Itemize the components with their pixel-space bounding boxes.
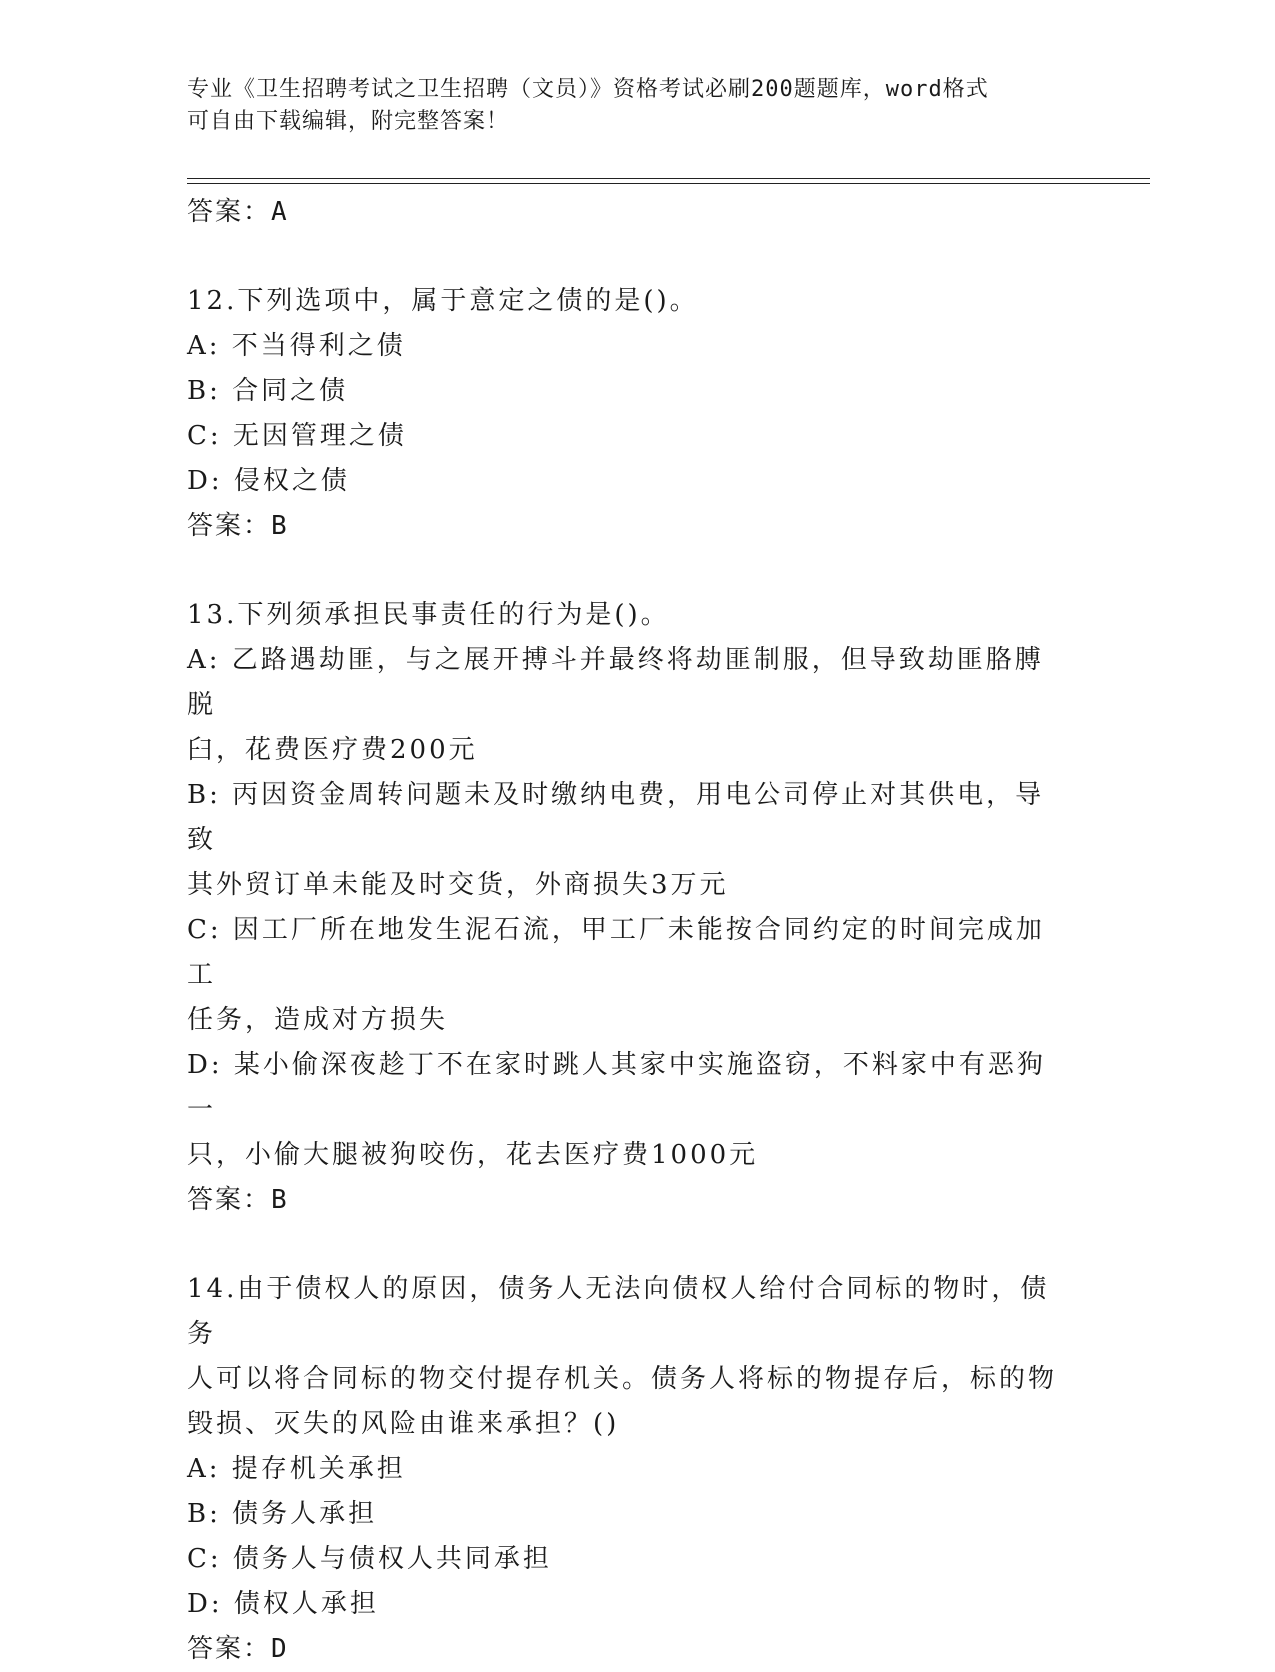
question-stem: 13.下列须承担民事责任的行为是()。 xyxy=(187,600,670,630)
document-body xyxy=(187,190,1067,1672)
option-a-line-2: 臼，花费医疗费200元 xyxy=(187,735,478,765)
header-line-1: 专业《卫生招聘考试之卫生招聘（文员）》资格考试必刷200题题库，word格式 xyxy=(187,77,989,102)
option-a: A: 不当得利之债 xyxy=(187,331,406,361)
option-b xyxy=(187,773,1067,908)
document-header xyxy=(187,74,1067,138)
question-stem: 12.下列选项中，属于意定之债的是()。 xyxy=(187,286,699,316)
question-stem-line-3: 毁损、灭失的风险由谁来承担？() xyxy=(187,1409,620,1439)
question-14 xyxy=(187,1267,1067,1672)
option-c: C: 无因管理之债 xyxy=(187,421,407,451)
question-stem-line-2: 人可以将合同标的物交付提存机关。债务人将标的物提存后，标的物 xyxy=(187,1364,1058,1394)
answer-line: 答案：A xyxy=(187,197,289,227)
answer-line: 答案：B xyxy=(187,511,289,541)
option-b-line-2: 其外贸订单未能及时交货，外商损失3万元 xyxy=(187,870,729,900)
option-a-line-1: A: 乙路遇劫匪，与之展开搏斗并最终将劫匪制服，但导致劫匪胳膊脱 xyxy=(187,645,1044,720)
header-rule-top xyxy=(187,178,1150,179)
option-d-line-1: D: 某小偷深夜趁丁不在家时跳人其家中实施盗窃，不料家中有恶狗一 xyxy=(187,1050,1046,1125)
option-a: A: 提存机关承担 xyxy=(187,1454,406,1484)
option-d: D: 债权人承担 xyxy=(187,1589,379,1619)
header-rule-bottom xyxy=(187,183,1150,184)
option-d-line-2: 只，小偷大腿被狗咬伤，花去医疗费1000元 xyxy=(187,1140,759,1170)
option-d: D: 侵权之债 xyxy=(187,466,350,496)
answer-line: 答案：B xyxy=(187,1185,289,1215)
question-12 xyxy=(187,279,1067,549)
option-b-line-1: B: 丙因资金周转问题未及时缴纳电费，用电公司停止对其供电，导致 xyxy=(187,780,1045,855)
option-c-line-2: 任务，造成对方损失 xyxy=(187,1005,449,1035)
question-stem-line-1: 14.由于债权人的原因，债务人无法向债权人给付合同标的物时，债务 xyxy=(187,1274,1050,1349)
question-13 xyxy=(187,593,1067,1223)
option-c xyxy=(187,908,1067,1043)
option-b: B: 债务人承担 xyxy=(187,1499,378,1529)
option-c: C: 债务人与债权人共同承担 xyxy=(187,1544,552,1574)
option-d xyxy=(187,1043,1067,1178)
option-a xyxy=(187,638,1067,773)
option-c-line-1: C: 因工厂所在地发生泥石流，甲工厂未能按合同约定的时间完成加工 xyxy=(187,915,1045,990)
option-b: B: 合同之债 xyxy=(187,376,349,406)
answer-line: 答案：D xyxy=(187,1634,289,1664)
header-line-2: 可自由下载编辑，附完整答案！ xyxy=(187,109,510,134)
